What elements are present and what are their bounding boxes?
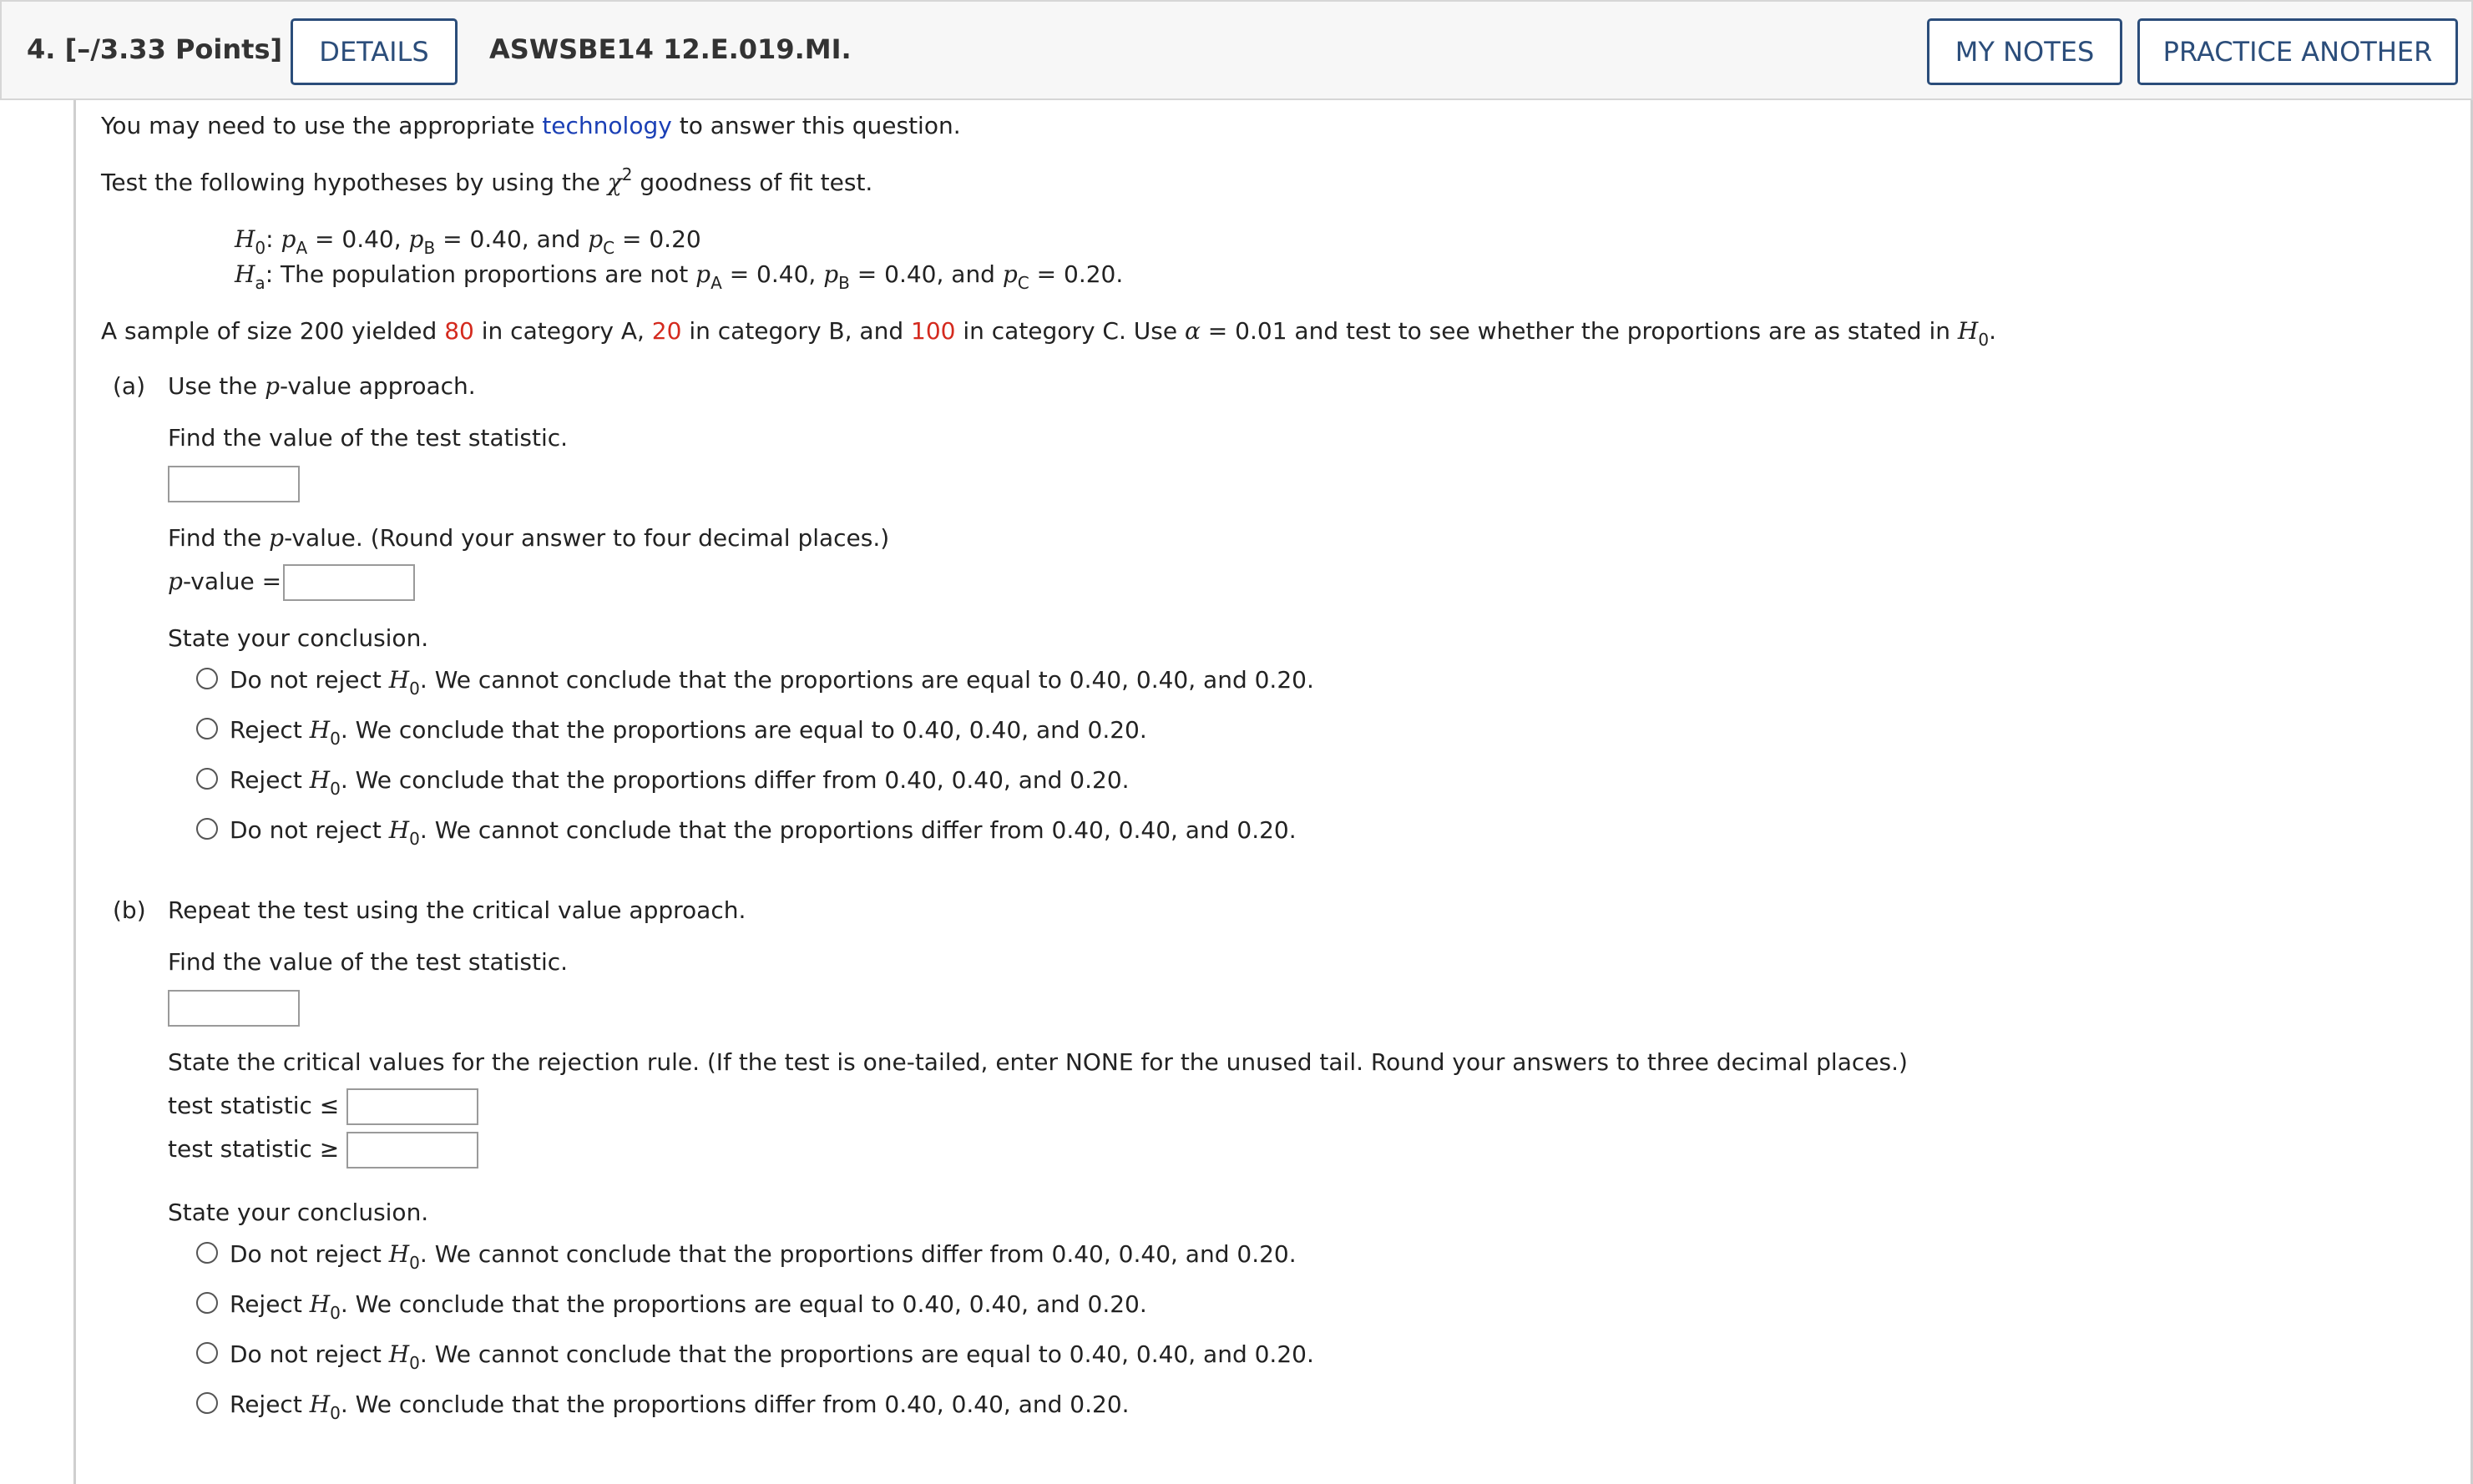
radio-button[interactable]	[196, 768, 218, 790]
intro-text: You may need to use the appropriate	[101, 112, 543, 139]
hypothesis-text: = 0.20.	[1029, 260, 1124, 288]
option-label[interactable]	[230, 816, 1297, 849]
sample-text: .	[1989, 317, 1996, 345]
count-c: 100	[911, 317, 956, 345]
hypothesis-text: = 0.40,	[721, 260, 824, 288]
prompt-text: Find the	[168, 524, 270, 552]
prompt-text: -value. (Round your answer to four decimal places.)	[284, 524, 890, 552]
radio-button[interactable]	[196, 718, 218, 739]
h-symbol[interactable]: H	[309, 766, 331, 794]
h-symbol[interactable]: H	[309, 1391, 331, 1418]
critical-value-upper-input[interactable]	[346, 1132, 478, 1169]
option-label[interactable]	[230, 1340, 1314, 1373]
option-text[interactable]: . We cannot conclude that the proportions are equal to 0.40, 0.40, and 0.20.	[419, 1340, 1314, 1368]
option-text[interactable]: . We cannot conclude that the proportions differ from 0.40, 0.40, and 0.20.	[419, 816, 1297, 844]
h-symbol[interactable]: H	[388, 1340, 410, 1368]
h-subscript[interactable]: 0	[409, 1353, 420, 1373]
h-symbol[interactable]: H	[388, 666, 410, 694]
h-symbol: H	[235, 260, 255, 288]
sample-text: = 0.01 and test to see whether the proportions are as stated in	[1200, 317, 1958, 345]
option-text[interactable]: Do not reject	[230, 1240, 389, 1268]
h-symbol[interactable]: H	[309, 716, 331, 744]
h-subscript[interactable]: 0	[330, 779, 341, 799]
radio-button[interactable]	[196, 1392, 218, 1414]
hypothesis-text: = 0.40, and	[435, 225, 589, 253]
part-b-stat-prompt: Find the value of the test statistic.	[168, 948, 569, 976]
option-text[interactable]: Reject	[230, 1391, 310, 1418]
alpha-symbol: α	[1184, 317, 1201, 345]
instruction-text	[101, 164, 873, 196]
h-subscript: 0	[1978, 330, 1990, 350]
option-label[interactable]	[230, 766, 1130, 799]
hypothesis-text: = 0.20	[614, 225, 701, 253]
h-symbol[interactable]: H	[388, 816, 410, 844]
part-b-label: (b)	[113, 896, 146, 924]
part-b-test-statistic-input[interactable]	[168, 990, 300, 1027]
h-subscript: a	[255, 273, 266, 293]
pvalue-input[interactable]	[283, 564, 415, 601]
sample-description	[101, 317, 1996, 350]
chi-symbol: χ	[607, 169, 622, 196]
practice-another-button[interactable]: PRACTICE ANOTHER	[2137, 18, 2458, 85]
p-symbol: p	[695, 260, 711, 288]
radio-button[interactable]	[196, 1292, 218, 1314]
sample-text: A sample of size 200 yielded	[101, 317, 445, 345]
part-a-conclusion-prompt: State your conclusion.	[168, 624, 429, 652]
hypothesis-text: = 0.40, and	[849, 260, 1003, 288]
p-symbol: p	[265, 372, 280, 400]
h-subscript[interactable]: 0	[409, 679, 420, 699]
hypothesis-text: :	[266, 225, 281, 253]
critical-values-prompt: State the critical values for the rejection rule. (If the test is one-tailed, enter NONE for the unused tail. Round your answers to three decimal places.)	[168, 1048, 1908, 1076]
intro-text: to answer this question.	[671, 112, 961, 139]
h-symbol[interactable]: H	[309, 1290, 331, 1318]
option-text[interactable]: . We cannot conclude that the proportions differ from 0.40, 0.40, and 0.20.	[419, 1240, 1297, 1268]
chi-superscript: 2	[621, 164, 633, 184]
option-text[interactable]: Do not reject	[230, 1340, 389, 1368]
hypothesis-text: : The population proportions are not	[265, 260, 696, 288]
h-subscript[interactable]: 0	[409, 1253, 420, 1273]
part-title-text: -value approach.	[280, 372, 476, 400]
alternative-hypothesis	[235, 260, 1124, 293]
option-text[interactable]: Do not reject	[230, 666, 389, 694]
p-symbol: p	[269, 524, 285, 552]
count-a: 80	[444, 317, 474, 345]
p-symbol: p	[1002, 260, 1018, 288]
count-b: 20	[651, 317, 682, 345]
h-symbol[interactable]: H	[388, 1240, 410, 1268]
h-symbol: H	[1957, 317, 1979, 345]
h-subscript[interactable]: 0	[409, 829, 420, 849]
p-subscript: B	[838, 273, 850, 293]
pvalue-label	[168, 568, 281, 595]
p-subscript: A	[296, 238, 308, 258]
question-code: ASWSBE14 12.E.019.MI.	[489, 33, 852, 65]
critical-value-lower-input[interactable]	[346, 1088, 478, 1125]
radio-button[interactable]	[196, 1242, 218, 1264]
details-button[interactable]: DETAILS	[291, 18, 458, 85]
option-label[interactable]	[230, 716, 1147, 749]
part-b-conclusion-prompt: State your conclusion.	[168, 1199, 429, 1226]
p-subscript: A	[711, 273, 722, 293]
instruction-text: goodness of fit test.	[632, 169, 873, 196]
option-text[interactable]: . We conclude that the proportions are equal to 0.40, 0.40, and 0.20.	[340, 1290, 1147, 1318]
radio-button[interactable]	[196, 1342, 218, 1364]
option-label[interactable]	[230, 666, 1314, 699]
p-subscript: B	[423, 238, 436, 258]
option-label[interactable]	[230, 1290, 1147, 1323]
technology-link[interactable]: technology	[542, 112, 672, 139]
option-text[interactable]: Reject	[230, 766, 310, 794]
option-text[interactable]: . We conclude that the proportions differ from 0.40, 0.40, and 0.20.	[340, 766, 1130, 794]
pvalue-label-text: -value =	[182, 568, 282, 595]
h-subscript[interactable]: 0	[330, 1403, 341, 1423]
question-body	[73, 100, 2473, 1484]
hypothesis-text: = 0.40,	[307, 225, 409, 253]
p-subscript: C	[1017, 273, 1029, 293]
option-text[interactable]: . We conclude that the proportions are equal to 0.40, 0.40, and 0.20.	[340, 716, 1147, 744]
p-subscript: C	[603, 238, 615, 258]
sample-text: in category A,	[473, 317, 652, 345]
part-a-test-statistic-input[interactable]	[168, 466, 300, 502]
radio-button[interactable]	[196, 818, 218, 840]
option-text[interactable]: Reject	[230, 1290, 310, 1318]
null-hypothesis	[235, 225, 701, 258]
critical-le-label: test statistic ≤	[168, 1092, 340, 1119]
p-symbol: p	[588, 225, 604, 253]
question-points: 4. [–/3.33 Points]	[27, 33, 283, 65]
question-header	[0, 0, 2473, 100]
sample-text: in category C. Use	[955, 317, 1185, 345]
part-b-title: Repeat the test using the critical value approach.	[168, 896, 746, 924]
part-a-stat-prompt: Find the value of the test statistic.	[168, 424, 569, 452]
sample-text: in category B, and	[681, 317, 911, 345]
option-text[interactable]: Reject	[230, 716, 310, 744]
option-label[interactable]	[230, 1240, 1297, 1273]
option-text[interactable]: . We cannot conclude that the proportions are equal to 0.40, 0.40, and 0.20.	[419, 666, 1314, 694]
part-title-text: Use the	[168, 372, 266, 400]
h-subscript[interactable]: 0	[330, 729, 341, 749]
option-label[interactable]	[230, 1391, 1130, 1423]
part-a-title	[168, 372, 476, 400]
h-subscript: 0	[255, 238, 266, 258]
instruction-text: Test the following hypotheses by using the	[101, 169, 608, 196]
p-symbol: p	[823, 260, 839, 288]
critical-ge-label: test statistic ≥	[168, 1135, 340, 1163]
h-subscript[interactable]: 0	[330, 1303, 341, 1323]
technology-note	[101, 112, 961, 139]
my-notes-button[interactable]: MY NOTES	[1927, 18, 2122, 85]
option-text[interactable]: . We conclude that the proportions differ from 0.40, 0.40, and 0.20.	[340, 1391, 1130, 1418]
h-symbol: H	[235, 225, 255, 253]
p-symbol: p	[408, 225, 424, 253]
option-text[interactable]: Do not reject	[230, 816, 389, 844]
part-a-label: (a)	[113, 372, 146, 400]
p-symbol: p	[168, 568, 183, 595]
p-symbol: p	[281, 225, 296, 253]
radio-button[interactable]	[196, 668, 218, 689]
part-a-pvalue-prompt	[168, 524, 889, 552]
